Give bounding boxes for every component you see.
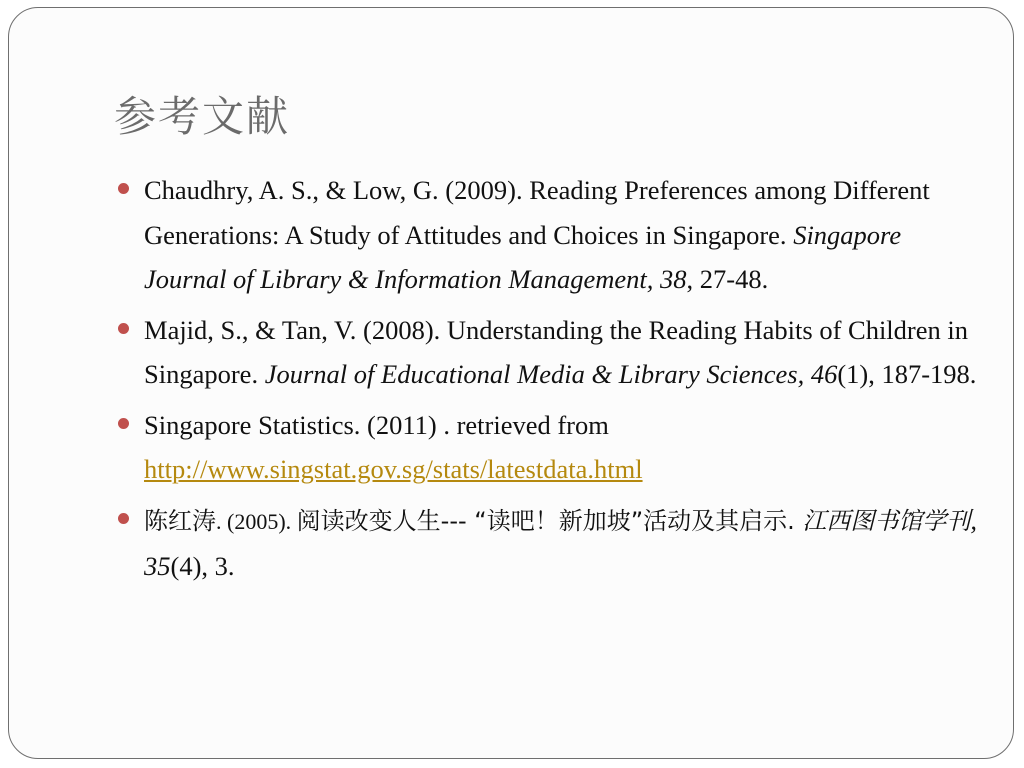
- bullet-icon: [118, 323, 129, 334]
- reference-year: . (2005).: [216, 508, 297, 534]
- reference-pages: , 27-48.: [686, 264, 769, 294]
- reference-authors: Chaudhry, A. S., & Low, G. (2009).: [144, 175, 530, 205]
- reference-author: 陈红涛: [144, 506, 216, 535]
- reference-link[interactable]: http://www.singstat.gov.sg/stats/latestdata.html: [144, 454, 643, 484]
- reference-volume: , 35: [144, 504, 978, 581]
- reference-title: Reading Preferences among Different Generations: A Study of Attitudes and Choices in Singapore.: [144, 175, 930, 250]
- reference-issue-pages: (4), 3.: [170, 551, 235, 581]
- reference-item: [144, 403, 984, 492]
- reference-journal: 江西图书馆学刊: [802, 506, 971, 535]
- reference-journal: Journal of Educational Media & Library Sciences, 46: [264, 359, 838, 389]
- reference-list: [144, 168, 984, 595]
- reference-title: Understanding the Reading Habits of Children in Singapore.: [144, 314, 968, 389]
- reference-item: [144, 168, 984, 302]
- slide-title: 参考文献: [114, 92, 291, 141]
- reference-issue-pages: (1), 187-198.: [837, 359, 977, 389]
- reference-title: 阅读改变人生--- “读吧！新加坡”活动及其启示.: [296, 506, 803, 535]
- reference-item: [144, 498, 984, 589]
- reference-journal: Singapore Journal of Library & Information Management, 38: [144, 219, 902, 294]
- reference-text: Singapore Statistics. (2011) . retrieved from: [144, 409, 609, 440]
- reference-item: [144, 308, 984, 397]
- reference-authors: Majid, S., & Tan, V. (2008).: [144, 314, 447, 345]
- bullet-icon: [118, 513, 129, 524]
- bullet-icon: [118, 418, 129, 429]
- bullet-icon: [118, 183, 129, 194]
